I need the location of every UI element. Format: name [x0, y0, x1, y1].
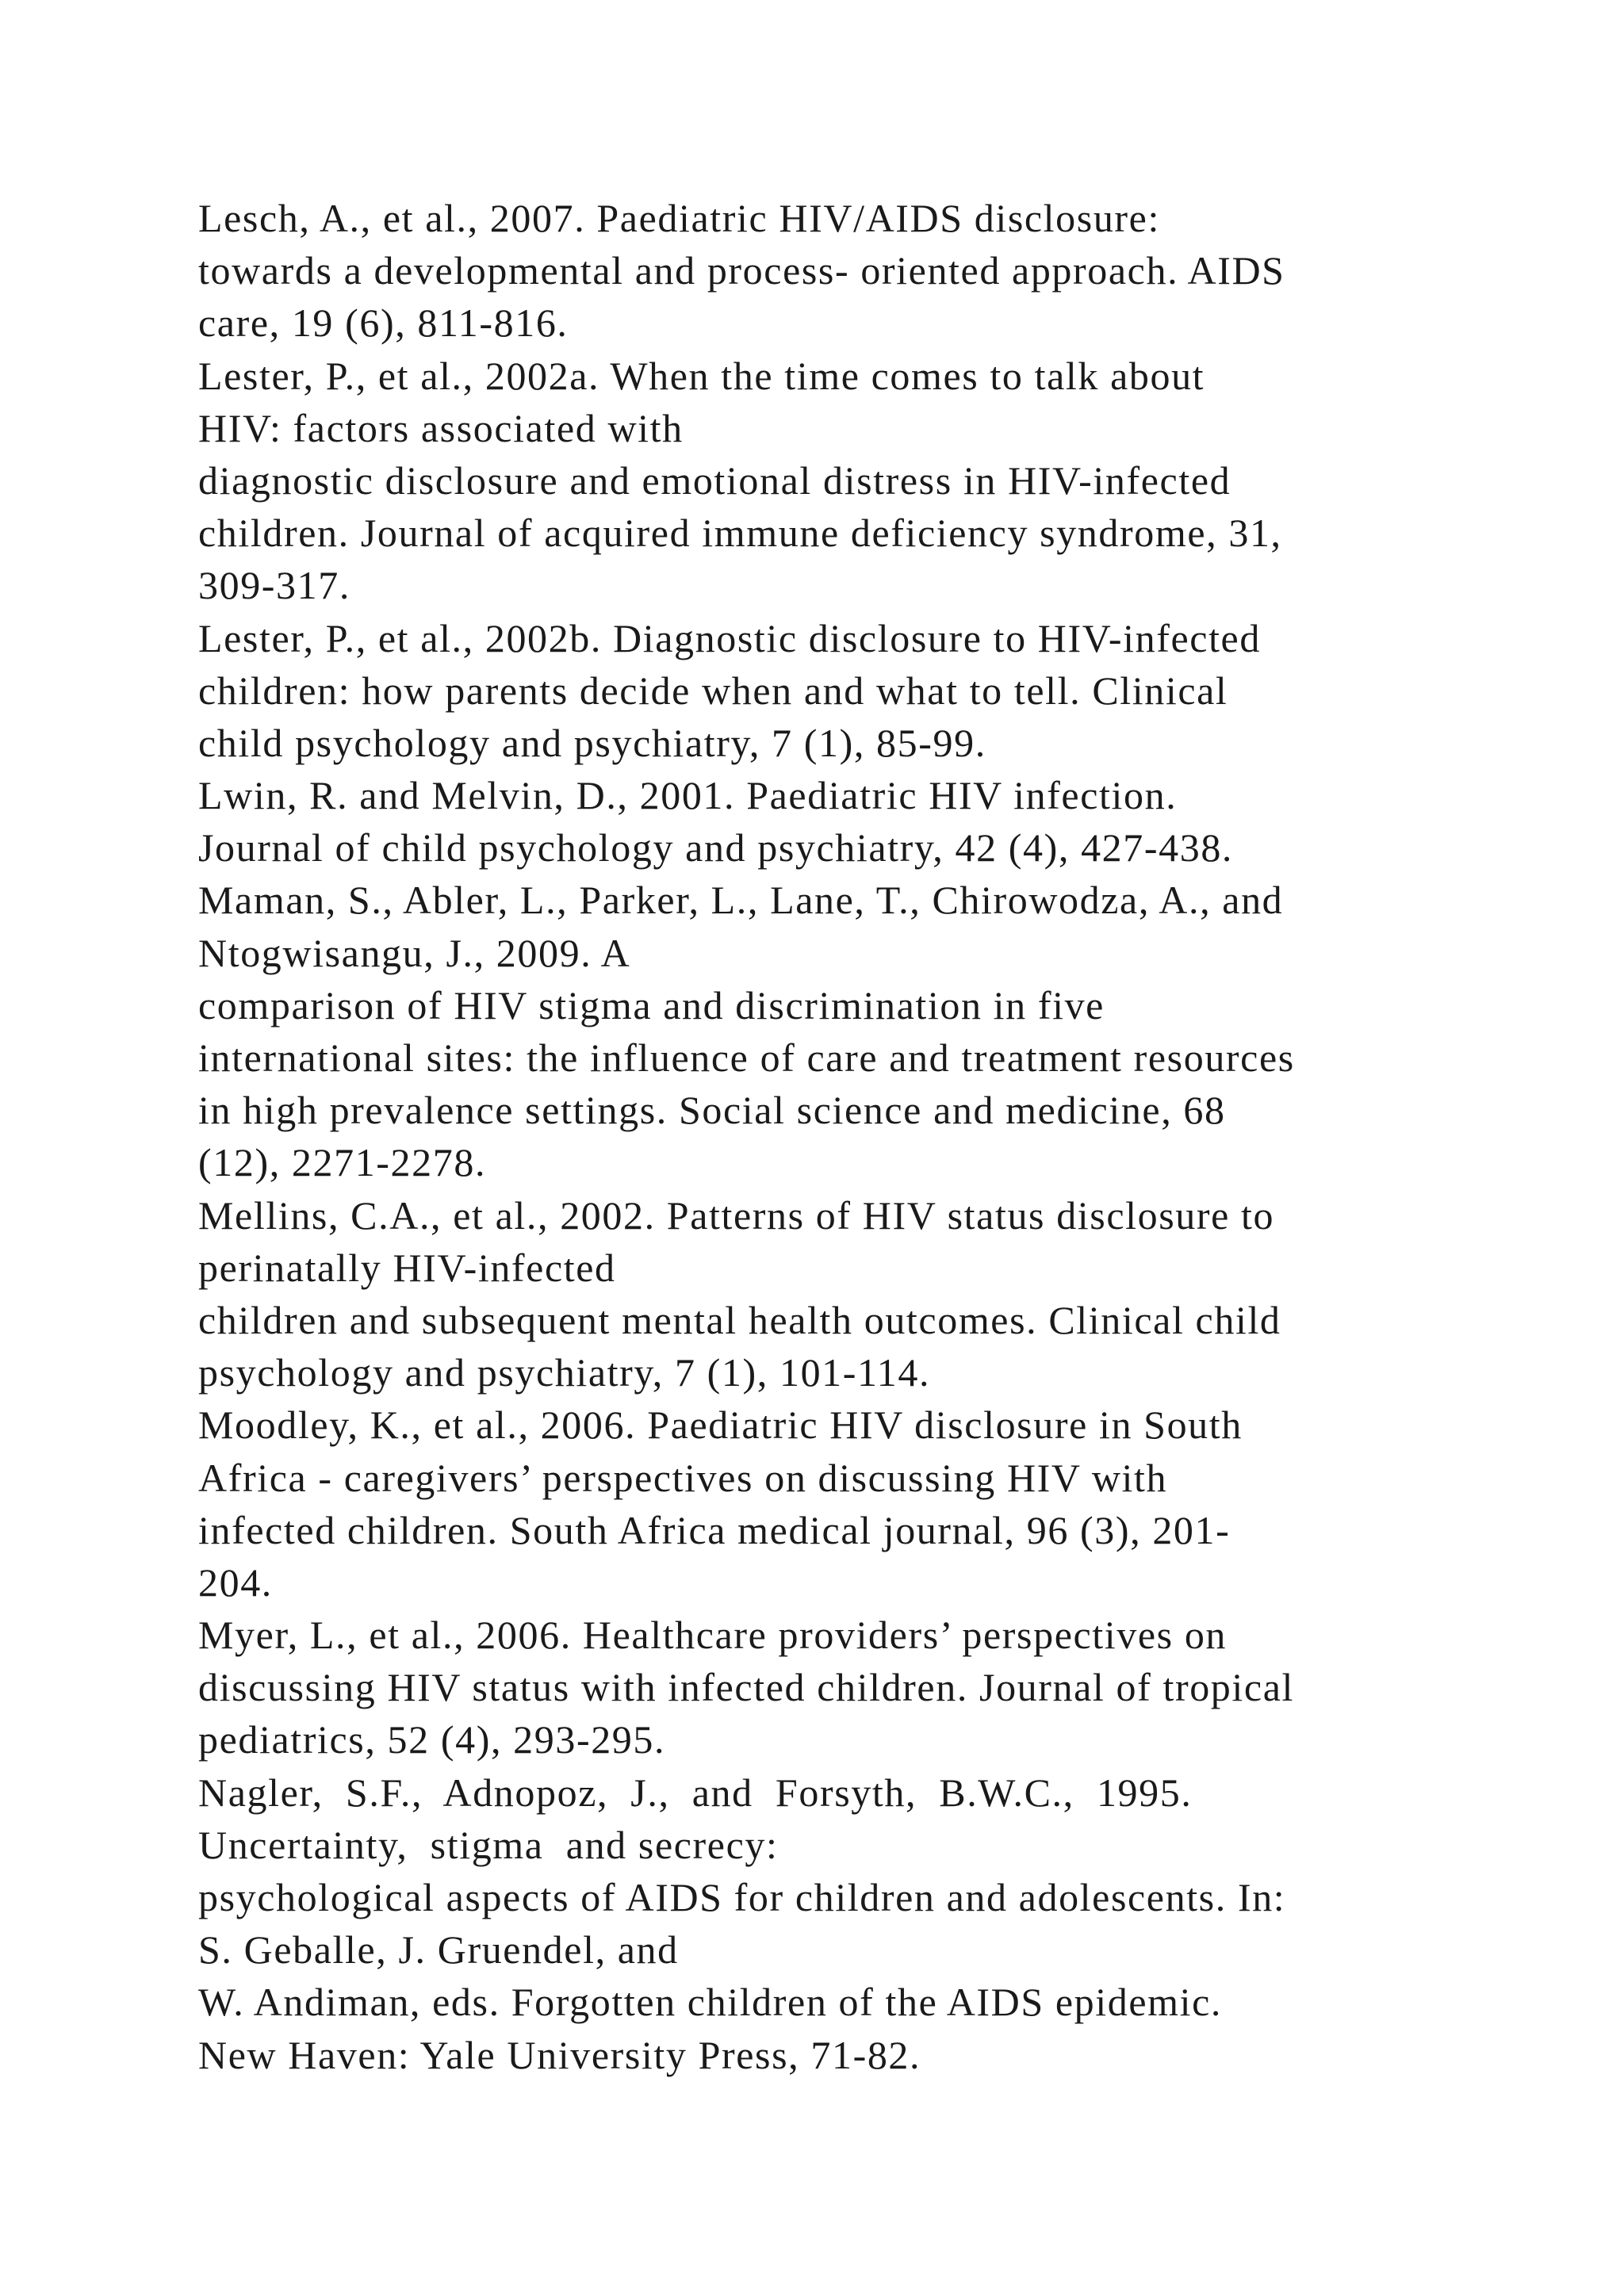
reference-line: comparison of HIV stigma and discrimination in five [198, 982, 1105, 1027]
reference-line: Lwin, R. and Melvin, D., 2001. Paediatric HIV infection. [198, 773, 1178, 818]
reference-line: Moodley, K., et al., 2006. Paediatric HIV disclosure in South [198, 1402, 1243, 1448]
reference-line: (12), 2271-2278. [198, 1140, 487, 1185]
reference-line: Maman, S., Abler, L., Parker, L., Lane, T., Chirowodza, A., and [198, 878, 1284, 923]
reference-line: S. Geballe, J. Gruendel, and [198, 1927, 679, 1973]
reference-line: New Haven: Yale University Press, 71-82. [198, 2032, 921, 2077]
reference-line: Lester, P., et al., 2002a. When the time comes to talk about [198, 353, 1205, 398]
reference-line: 204. [198, 1559, 273, 1605]
reference-line: perinatally HIV-infected [198, 1245, 616, 1290]
reference-line: care, 19 (6), 811-816. [198, 300, 569, 346]
reference-line: HIV: factors associated with [198, 405, 684, 450]
reference-line: Lester, P., et al., 2002b. Diagnostic disclosure to HIV-infected [198, 615, 1261, 660]
reference-line: Uncertainty, stigma and secrecy: [198, 1822, 779, 1867]
reference-line: pediatrics, 52 (4), 293-295. [198, 1717, 666, 1762]
reference-line: Journal of child psychology and psychiatry, 42 (4), 427-438. [198, 825, 1234, 871]
reference-line: children and subsequent mental health outcomes. Clinical child [198, 1297, 1281, 1342]
reference-line: children. Journal of acquired immune deficiency syndrome, 31, [198, 511, 1282, 556]
reference-line: discussing HIV status with infected children. Journal of tropical [198, 1665, 1294, 1710]
reference-line: towards a developmental and process- oriented approach. AIDS [198, 248, 1285, 293]
reference-line: child psychology and psychiatry, 7 (1), 85-99. [198, 720, 986, 765]
reference-line: Lesch, A., et al., 2007. Paediatric HIV/AIDS disclosure: [198, 196, 1160, 240]
reference-line: Mellins, C.A., et al., 2002. Patterns of HIV status disclosure to [198, 1192, 1275, 1238]
reference-line: Ntogwisangu, J., 2009. A [198, 930, 631, 975]
reference-line: psychology and psychiatry, 7 (1), 101-114. [198, 1350, 931, 1395]
reference-line: Africa - caregivers’ perspectives on discussing HIV with [198, 1455, 1168, 1500]
reference-line: in high prevalence settings. Social science and medicine, 68 [198, 1088, 1226, 1133]
reference-line: diagnostic disclosure and emotional distress in HIV-infected [198, 457, 1231, 503]
reference-list [198, 192, 1467, 2081]
reference-line: Nagler, S.F., Adnopoz, J., and Forsyth, B.W.C., 1995. [198, 1770, 1193, 1815]
reference-line: children: how parents decide when and what to tell. Clinical [198, 668, 1228, 713]
reference-line: international sites: the influence of care and treatment resources [198, 1035, 1295, 1080]
reference-line: 309-317. [198, 563, 350, 608]
reference-line: infected children. South Africa medical journal, 96 (3), 201- [198, 1507, 1231, 1552]
reference-line: Myer, L., et al., 2006. Healthcare providers’ perspectives on [198, 1613, 1228, 1658]
reference-line: W. Andiman, eds. Forgotten children of the AIDS epidemic. [198, 1980, 1223, 2025]
reference-line: psychological aspects of AIDS for children and adolescents. In: [198, 1875, 1286, 1919]
